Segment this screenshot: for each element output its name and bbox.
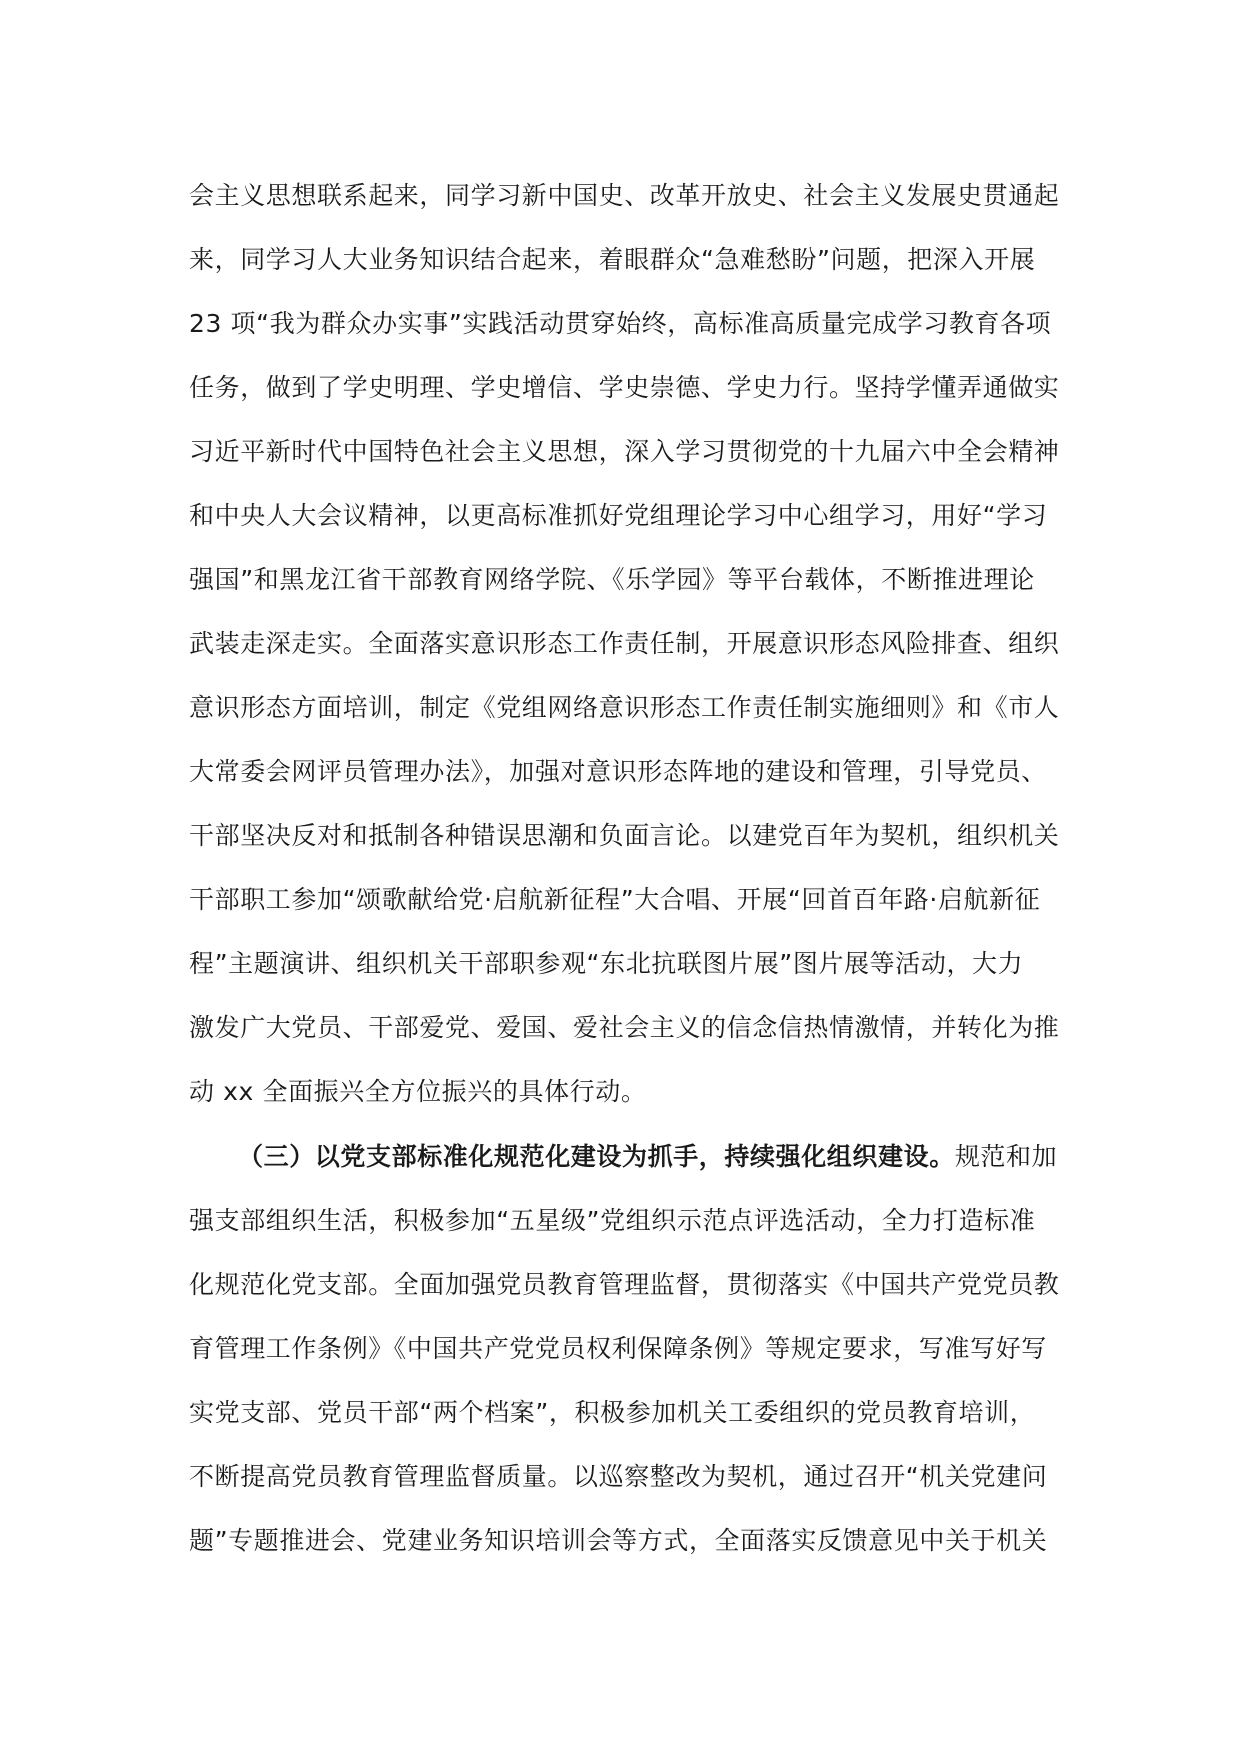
- body-line: 来，同学习人大业务知识结合起来，着眼群众“急难愁盼”问题，把深入开展: [189, 245, 1036, 274]
- body-line: 化规范化党支部。全面加强党员教育管理监督，贯彻落实《中国共产党党员教: [189, 1270, 1060, 1299]
- body-line: 干部坚决反对和抵制各种错误思潮和负面言论。以建党百年为契机，组织机关: [189, 821, 1060, 850]
- body-line: 23 项“我为群众办实事”实践活动贯穿始终，高标准高质量完成学习教育各项: [189, 309, 1052, 338]
- body-line: 干部职工参加“颂歌献给党·启航新征程”大合唱、开展“回首百年路·启航新征: [189, 885, 1041, 914]
- body-line: 大常委会网评员管理办法》，加强对意识形态阵地的建设和管理，引导党员、: [189, 757, 1047, 786]
- body-line: 动 xx 全面振兴全方位振兴的具体行动。: [189, 1077, 647, 1106]
- section-heading-line: [238, 1137, 1058, 1177]
- body-line: 不断提高党员教育管理监督质量。以巡察整改为契机，通过召开“机关党建问: [189, 1462, 1048, 1491]
- body-line: 意识形态方面培训，制定《党组网络意识形态工作责任制实施细则》和《市人: [189, 693, 1060, 722]
- body-line: 强支部组织生活，积极参加“五星级”党组织示范点评选活动，全力打造标准: [189, 1206, 1036, 1235]
- body-line: 题”专题推进会、党建业务知识培训会等方式，全面落实反馈意见中关于机关: [189, 1526, 1048, 1555]
- body-line: 习近平新时代中国特色社会主义思想，深入学习贯彻党的十九届六中全会精神: [189, 437, 1060, 466]
- section-heading-tail: 规范和加: [954, 1142, 1058, 1171]
- body-line: 强国”和黑龙江省干部教育网络学院、《乐学园》等平台载体，不断推进理论: [189, 565, 1035, 594]
- body-line: 和中央人大会议精神，以更高标准抓好党组理论学习中心组学习，用好“学习: [189, 501, 1048, 530]
- body-line: 育管理工作条例》《中国共产党党员权利保障条例》等规定要求，写准写好写: [189, 1334, 1047, 1363]
- body-line: 实党支部、党员干部“两个档案”，积极参加机关工委组织的党员教育培训，: [189, 1398, 1036, 1427]
- body-line: 任务，做到了学史明理、学史增信、学史崇德、学史力行。坚持学懂弄通做实: [189, 373, 1060, 402]
- body-line: 程”主题演讲、组织机关干部职参观“东北抗联图片展”图片展等活动，大力: [189, 949, 1024, 978]
- body-line: 激发广大党员、干部爱党、爱国、爱社会主义的信念信热情激情，并转化为推: [189, 1013, 1060, 1042]
- body-line: 武装走深走实。全面落实意识形态工作责任制，开展意识形态风险排查、组织: [189, 629, 1060, 658]
- section-heading: （三）以党支部标准化规范化建设为抓手，持续强化组织建设。: [238, 1142, 955, 1171]
- body-line: 会主义思想联系起来，同学习新中国史、改革开放史、社会主义发展史贯通起: [189, 181, 1060, 210]
